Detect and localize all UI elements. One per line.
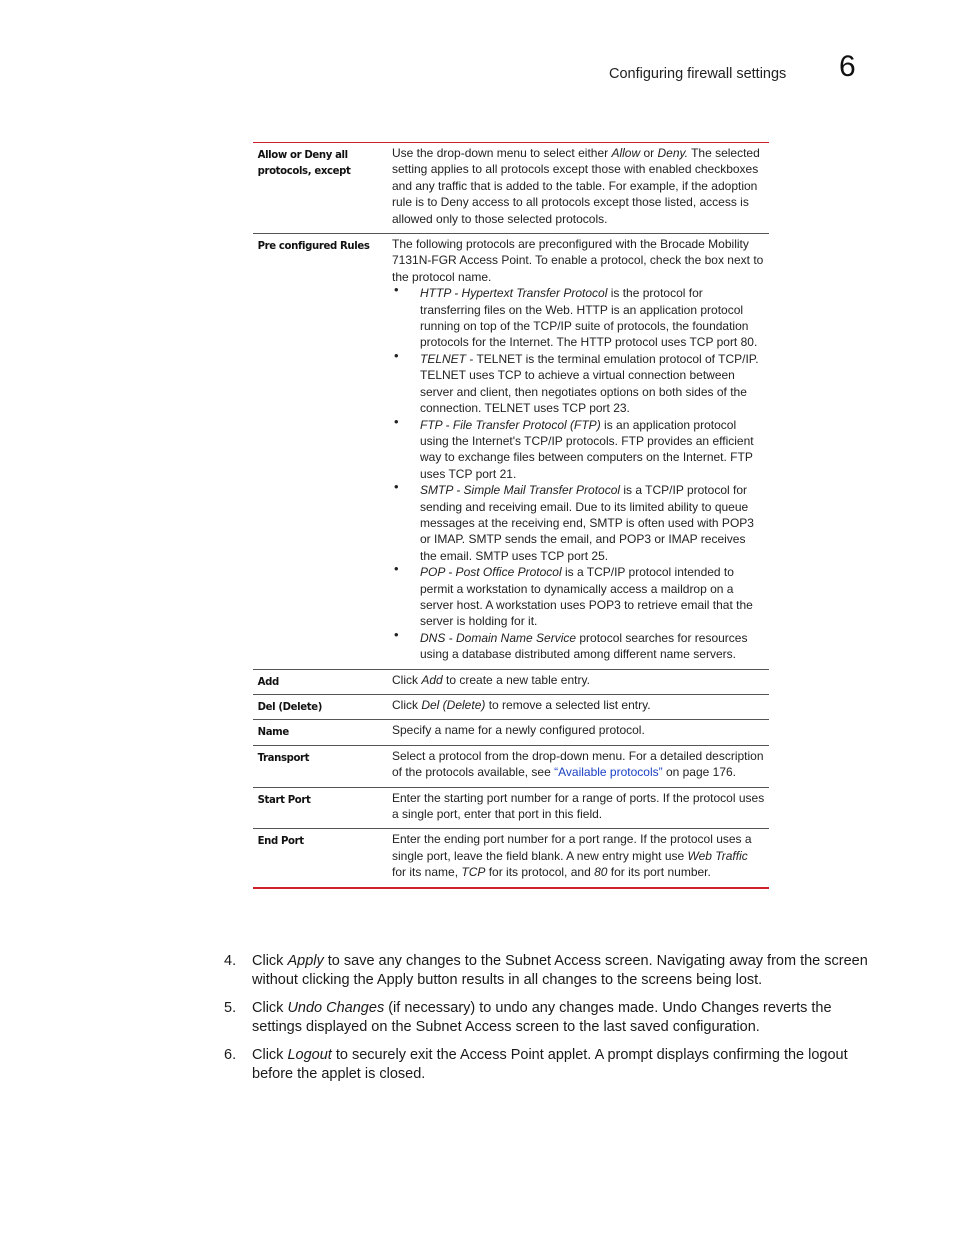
table-row xyxy=(253,829,769,886)
text-run: Click xyxy=(252,953,288,969)
parameter-description xyxy=(392,746,769,787)
text-run: Specify a name for a newly configured protocol. xyxy=(392,723,645,738)
text-run: is a TCP/IP protocol for sending and receiving email. Due to its limited ability to queue messages at the receiving end, SMTP is often used with POP3 or IMAP. SMTP sends the email, and POP3 or IMAP receives the email. SMTP uses TCP port 25. xyxy=(420,483,754,563)
step-number: 4. xyxy=(224,953,237,969)
emphasis-text: Deny. xyxy=(657,146,688,160)
text-run: Click xyxy=(252,1000,288,1016)
bullet-icon: • xyxy=(394,626,399,642)
text-run: The selected setting applies to all protocols except those with enabled checkboxes and any traffic that is added to the table. For example, if the adoption rule is to Deny access to all protocols except those listed, access is allowed only to those selected protocols. xyxy=(392,146,760,226)
protocol-list xyxy=(392,282,765,662)
text-run: Enter the starting port number for a range of ports. If the protocol uses a single port, enter that port in this field. xyxy=(392,790,765,822)
step-number: 6. xyxy=(224,1047,237,1063)
chapter-number: 6 xyxy=(839,50,856,83)
emphasis-text: DNS - Domain Name Service xyxy=(420,630,577,645)
text-run: to create a new table entry. xyxy=(442,672,590,687)
emphasis-text: Add xyxy=(421,672,443,687)
emphasis-text: SMTP - Simple Mail Transfer Protocol xyxy=(420,483,621,498)
procedure-steps xyxy=(224,952,874,1093)
text-run: on page 176. xyxy=(662,765,737,780)
table-row xyxy=(253,746,769,788)
table-row xyxy=(253,788,769,830)
text-run: is the protocol for transferring files on the Web. HTTP is an application protocol running on top of the TCP/IP suite of protocols, the foundation protocols for the Internet. The HTTP protocol uses TCP port 80. xyxy=(420,286,758,350)
text-run: to securely exit the Access Point applet. A prompt displays confirming the logout before the applet is closed. xyxy=(252,1047,848,1082)
list-item xyxy=(392,413,765,483)
parameter-description xyxy=(392,143,769,233)
parameter-label: Add xyxy=(257,674,279,688)
step-number: 5. xyxy=(224,1000,237,1016)
table-row xyxy=(253,234,769,670)
text-run: The following protocols are preconfigured with the Brocade Mobility 7131N-FGR Access Point. To enable a protocol, check the box next to the protocol name. xyxy=(392,237,764,284)
text-run: Click xyxy=(392,672,422,687)
list-item xyxy=(392,282,765,351)
text-run: or xyxy=(640,146,658,160)
step-item xyxy=(224,999,874,1037)
text-run: Use the drop-down menu to select either xyxy=(392,146,612,160)
emphasis-text: TELNET xyxy=(420,351,467,366)
step-text xyxy=(252,1046,874,1084)
bullet-icon: • xyxy=(394,479,399,495)
section-title: Configuring firewall settings xyxy=(609,66,787,82)
text-run: is a TCP/IP protocol intended to permit a workstation to dynamically access a maildrop on a server host. A workstation uses POP3 to retrieve email that the server is holding for it. xyxy=(420,565,753,629)
emphasis-text: FTP - File Transfer Protocol (FTP) xyxy=(420,417,601,432)
parameter-description xyxy=(392,234,769,669)
text-run: Click xyxy=(392,698,422,712)
step-item xyxy=(224,1046,874,1084)
emphasis-text: Allow xyxy=(611,146,641,160)
step-item xyxy=(224,952,874,990)
parameter-description xyxy=(392,695,769,719)
bullet-icon: • xyxy=(394,282,399,298)
text-run: to save any changes to the Subnet Access screen. Navigating away from the screen without clicking the Apply button results in all changes to the screens being lost. xyxy=(252,953,868,988)
parameter-label: Name xyxy=(257,725,289,739)
table-row xyxy=(253,695,769,720)
emphasis-text: Undo Changes xyxy=(287,1000,385,1016)
bullet-icon: • xyxy=(394,413,399,429)
emphasis-text: Logout xyxy=(287,1047,332,1063)
cross-reference-link[interactable]: “Available protocols” xyxy=(554,765,663,780)
step-text xyxy=(252,952,874,990)
text-run: (if necessary) to undo any changes made. Undo Changes reverts the settings displayed on the Subnet Access screen to the last saved configuration. xyxy=(252,1000,832,1035)
text-run: to remove a selected list entry. xyxy=(485,698,651,712)
table-row xyxy=(253,143,769,234)
list-item xyxy=(392,561,765,630)
emphasis-text: TCP xyxy=(461,865,486,880)
bullet-icon: • xyxy=(394,561,399,577)
text-run: for its port number. xyxy=(607,865,711,880)
emphasis-text: Del (Delete) xyxy=(421,698,486,712)
parameter-table xyxy=(253,142,769,889)
emphasis-text: Web Traffic xyxy=(687,848,748,863)
emphasis-text: POP - Post Office Protocol xyxy=(420,565,562,580)
parameter-label: Allow or Deny all protocols, except xyxy=(257,148,351,178)
parameter-description xyxy=(392,788,769,829)
emphasis-text: 80 xyxy=(594,865,608,880)
text-run: Enter the ending port number for a port range. If the protocol uses a single port, leave the field blank. A new entry might use xyxy=(392,832,752,863)
table-row xyxy=(253,720,769,745)
text-run: Click xyxy=(252,1047,288,1063)
bullet-icon: • xyxy=(394,347,399,363)
text-run: is an application protocol using the Internet's TCP/IP protocols. FTP provides an efficient way to exchange files between computers on the Internet. FTP uses TCP port 21. xyxy=(420,417,754,481)
text-run: protocol searches for resources using a database distributed among different name servers. xyxy=(420,630,748,662)
parameter-label: Start Port xyxy=(257,792,311,806)
step-text xyxy=(252,999,874,1037)
parameter-label: Pre configured Rules xyxy=(257,239,370,253)
parameter-label: Del (Delete) xyxy=(257,700,322,713)
emphasis-text: HTTP - Hypertext Transfer Protocol xyxy=(420,286,608,301)
emphasis-text: Apply xyxy=(287,953,324,969)
parameter-description xyxy=(392,829,769,886)
text-run: Select a protocol from the drop-down menu. For a detailed description of the protocols available, see xyxy=(392,748,764,780)
list-item xyxy=(392,347,765,417)
text-run: for its name, xyxy=(392,865,462,880)
parameter-label: Transport xyxy=(257,750,310,764)
table-row xyxy=(253,670,769,695)
text-run: - TELNET is the terminal emulation protocol of TCP/IP. TELNET uses TCP to achieve a virtual connection between server and client, then negotiates options on both sides of the connection. TELNET uses TCP port 23. xyxy=(420,351,759,416)
text-run: for its protocol, and xyxy=(485,865,595,880)
list-item xyxy=(392,479,765,564)
parameter-description xyxy=(392,720,769,744)
list-item xyxy=(392,626,765,663)
parameter-label: End Port xyxy=(257,834,304,848)
parameter-description xyxy=(392,670,769,694)
